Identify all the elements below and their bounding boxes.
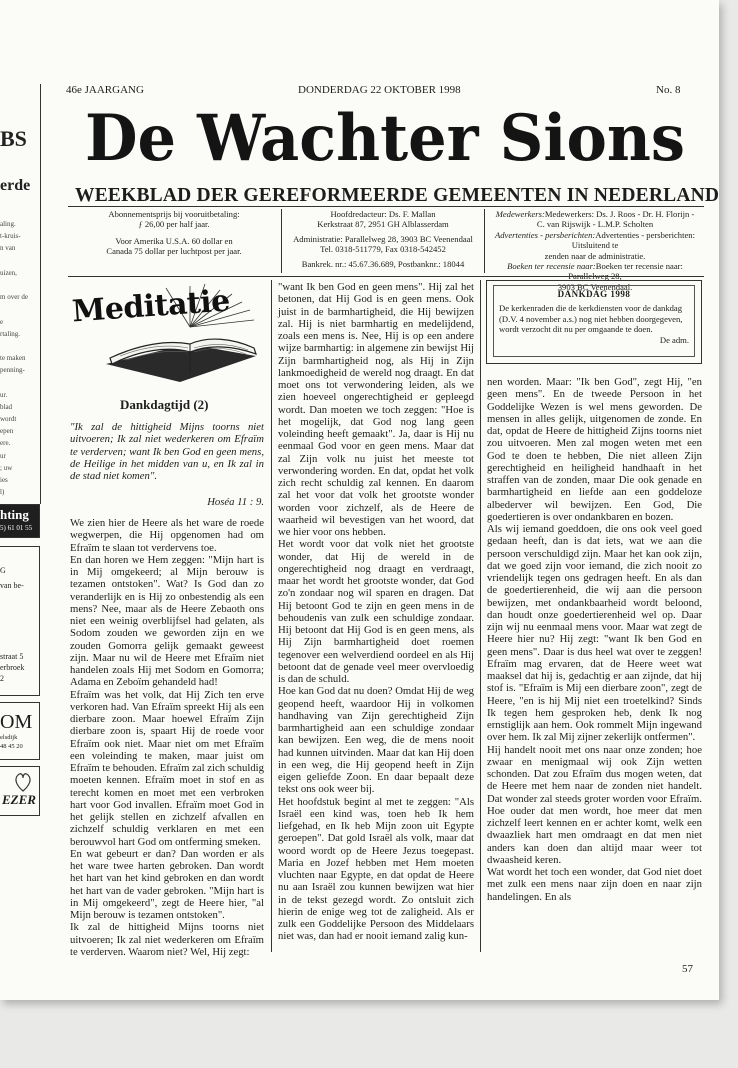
paragraph: nen worden. Maar: "Ik ben God", zegt Hij, "en geen mens". En de tweede Persoon in het Goddelijke Wezen is wel mens geworden. De mensen in alles gelijk, uitgenomen de zonde. En dat, opdat de Heere de hittigheid Zijns toorns niet zou uitvoeren. Men zal mogen weten met een God te doen te hebben, Die niet alleen Zijn gerechtigheid en heiligheid handhaaft in het straffen van de zonden, maar Die ook genade en barmhartigheid en liefde aan een goddeloze albederver wil bewijzen. Een God, Die goedertieren is over ondankbaren en bozen. [487,376,702,523]
editorial-line: Bankrek. nr.: 45.67.36.689, Postbanknr.: 18044 [301,258,465,269]
prev-fragment [0,376,40,388]
prev-black-box [0,504,40,538]
info-rule [68,276,704,277]
paragraph: En wat gebeurt er dan? Dan worden er als het ware twee harten gebroken. Dan wordt het hart van het kind gebroken en dan wordt het hart van de vader gebroken. "Mijn hart is in Mij omgekeerd", zegt de Heere hier, "al Mijn berouw is tezamen ontstoken". [70,847,264,921]
prev-fragment: n van [0,244,16,253]
prev-fragment: rtaling. [0,329,21,338]
prev-fragment [0,340,40,352]
prev-fragment: te maken [0,354,26,363]
paragraph: "want Ik ben God en geen mens". Hij zal het betonen, dat Hij God is en geen mens. Ook juist in de barmhartigheid, die Hij bewijzen zal. Hij is niet barmhartig en medelijdend, zoals een mens is. Nee, Hij is op een andere wijze barmhartig: in algemene zin bewijst Hij Zijn barmhartigheid nog, als Hij in Zijn lankmoedigheid de wereld nog draagt. En dat moet ons tot verwondering leiden, als we zien hoeveel ongerechtigheid er gepleegd wordt. Dan moeten we toch zeggen: "Hoe is het mogelijk, dat God nog lang geen voleinding heeft gemaakt". Ja, daar is Hij nu eenmaal God voor en geen mens. Maar dat zal Zijn volk nu juist het meeste tot verwondering worden. En dat, opdat het volk zich recht schuldig zal kennen. En daarom zal het voor dat volk het grootste wonder worden voor zichzelf, als de Heere de waarheid wil bevestigen van het woord, dat we hier voor ons hebben. [278,281,474,538]
masthead-text: De Wachter Sions [85,101,685,176]
editorial-info [284,209,482,274]
prev-fragments [0,218,40,498]
prev-box-4 [0,766,40,816]
prev-box3-title: OM [0,711,33,733]
staff-line: Boeken ter recensie naar:Boeken ter recensie naar: [507,261,683,272]
staff-line: C. van Rijswijk - L.M.P. Scholten [536,219,654,230]
prev-fragment: wordt [0,415,17,423]
prev-fragment: epen [0,427,14,436]
subscription-line: ƒ 26,00 per half jaar. [138,219,210,230]
prev-box4-text: EZER [2,792,36,807]
prev-box2-addr-2: erbroek [0,663,25,672]
prev-fragment: m over de [0,293,28,302]
dankdag-text: De kerkenraden die de kerkdiensten voor de dankdag (D.V. 4 november a.s.) nog niet hebben doorgegeven, wordt verzocht dit nu per omgaande te doen. [499,303,683,335]
prev-fragment: uizen, [0,268,17,277]
paragraph: We zien hier de Heere als het ware de roede wegwerpen, die Hij opgenomen had om Efraïm te slaan tot verdervens toe. [70,517,264,554]
subscription-line: Canada 75 dollar per luchtpost per jaar. [106,246,242,257]
text-column-1 [70,517,264,958]
paragraph: Ik zal de hittigheid Mijns toorns niet uitvoeren; Ik zal niet wederkeren om Efraïm te verderven. Waarom niet? Wel, Hij zegt: [70,921,264,958]
paragraph: Het wordt voor dat volk niet het grootste wonder, dat Hij de wereld in de ongerechtigheid nog draagt en verdraagt, maar het wordt het grootste wonder, dat God zo'n zondaar nog wil sparen en dragen. Dat Hij betoont God te zijn en geen mens in de behoudenis van zulk een schuldige zondaar. Hij betoont dat Hij God is en geen mens, als Hij Zijn barmhartigheid doet roemen tegenover een welverdiend oordeel en als Hij betoont dat de genade veel meer overvloedig is dan de schuld. [278,538,474,685]
staff-line: 3903 BC Veenendaal. [557,281,633,292]
editorial-line: Kerkstraat 87, 2951 GH Alblasserdam [317,219,449,230]
prev-box3-line-1: elsdijk [0,734,18,741]
issue-date: DONDERDAG 22 OKTOBER 1998 [298,84,461,96]
meditatie-title: Dankdagtijd (2) [120,397,209,412]
staff-line: Medewerkers:Medewerkers: Ds. J. Roos - Dr. H. Florijn - [495,209,695,219]
subscription-line: Abonnementsprijs bij vooruitbetaling: [108,209,240,219]
prev-heading-2: erde [0,177,31,194]
prev-fragment: ur. [0,390,8,399]
column-divider [271,280,272,952]
issue-number: No. 8 [656,84,681,96]
meditatie-quote: "Ik zal de hittigheid Mijns toorns niet uitvoeren; Ik zal niet wederkeren om Efraïm te verderven; want Ik ben God en geen mens, de Heilige in het midden van u, en Ik zal in de stad niet komen". [70,421,264,482]
prev-box2-addr-3: 2 [0,674,4,683]
dankdag-signature: De adm. [659,334,689,345]
prev-box2-letter: G [0,566,6,575]
paragraph: Het hoofdstuk begint al met te zeggen: "Als Israël een kind was, toen heb Ik hem liefgehad, en Ik heb Mijn zoon uit Egypte geroepen". Dat gold Israël als volk, maar dat woord wordt op de Heere Jezus toegepast. Maria en Jozef hebben met Hem moeten vluchten naar Egypte, en dat opdat de Heere nu aan Israël zou kunnen bewijzen wat hier in de tekst gezegd wordt. Zo ontsluit zich hierin de enige weg tot de zaligheid. Als er zulk een Goddelijke Persoon des Middelaars niet was, dan had er nooit iemand zalig kun- [278,795,474,943]
editorial-line: Administratie: Parallelweg 28, 3903 BC Veenendaal [293,233,473,244]
paragraph: Hoe kan God dat nu doen? Omdat Hij de weg geopend heeft, waardoor Hij in volkomen handhaving van Zijn gerechtigheid Zijn barmhartigheid aan een schuldige zondaar kan bewijzen. Een weg, die de mens nooit had kunnen uitvinden. Maar dat kan Hij doen in een weg, die Hij geopend heeft in Zijn eigen geliefde Zoon. En daar bepaalt deze tekst ons ook weer bij. [278,685,474,796]
prev-fragment [0,255,40,267]
prev-box-2 [0,546,40,696]
prev-fragment: penning- [0,366,25,375]
prev-fragment: ere. [0,439,11,448]
prev-fragment: ur [0,451,6,460]
text-column-2 [278,281,474,943]
flower-logo-icon [8,771,38,793]
meditatie-heading: Meditatie [70,283,231,330]
prev-fragment [0,279,40,291]
info-divider [484,209,485,273]
page-number: 57 [682,963,693,975]
prev-fragment: t-kruis- [0,232,21,241]
prev-heading-1: BS [0,126,27,151]
prev-fragment: blad [0,402,13,411]
prev-fragment: ies [0,475,8,484]
prev-fragment: l) [0,488,5,497]
newspaper-subtitle: WEEKBLAD DER GEREFORMEERDE GEMEENTEN IN NEDERLAND [75,185,719,206]
prev-fragment: aling. [0,220,16,228]
text-column-3 [487,376,702,903]
prev-fragment: e [0,317,4,326]
prev-box3-line-2: 48 45 20 [0,743,23,750]
editorial-line: Hoofdredacteur: Ds. F. Mallan [330,209,436,219]
subtitle-rule [68,206,704,207]
paragraph: Efraïm was het volk, dat Hij Zich ten erve verkoren had. Van Efraïm spreekt Hij als een dierbare zoon. Maar hoewel Efraïm Zijn dierbare zoon is, spaart Hij de roede voor Efraïm ook niet. Maar niet om met Efraïm een voleinding te maken, maar juist om Efraïm te behouden. Efraïm zal zich schuldig moeten kennen. Efraïm moet in stof en as terecht komen en moet met een verbroken hart voor God invallen. Efraïm moet God in het gelijk stellen en zichzelf afvallen en zichzelf schuldig verklaren en met een berouwvol hart God om ontferming smeken. [70,688,264,848]
masthead-title [80,98,690,182]
staff-line: Advertenties - persberichten:Advertenties - persberichten: Uitsluitend te [495,229,695,251]
paragraph: Hij handelt nooit met ons naar onze zonden; hoe zwaar en menigmaal wij ook Zijn wetten schonden. Dat zou Efraïm dus mogen weten, dat de Heere met hem naar de zonden niet handelt. Dat wonder zal steeds groter worden voor Efraïm. Hoe ouder dat men wordt, hoe meer dat men zichzelf leert kennen en er achter komt, welk een dwaazliek hart men omdraagt en dat men niet anders kan doen dan altijd maar weer tot dwaasheid keren. [487,743,702,866]
paragraph: En dan horen we Hem zeggen: "Mijn hart is in Mij omgekeerd; al Mijn berouw is tezamen ontstoken". Wat? Is God dan zo veranderlijk en is Hij zo onbestendig als een mens? Nee, maar als de Heere Zebaoth ons niet een weinig overblijfsel had gelaten, als Sodom zouden we geworden zijn en we zouden Gomorra gelijk gemaakt geweest zijn. Maar nu wil de Heere met Efraïm niet handelen zoals Hij met Sodom en Gomorra; Adama en Zeboïm gehandeld had! [70,553,264,689]
meditatie-reference: Hoséa 11 : 9. [207,496,264,508]
prev-box-title: hting [0,507,29,522]
paragraph: Wat wordt het toch een wonder, dat God niet doet met zulk een mens naar zijn doen en naar zijn handelingen. En als [487,866,702,903]
staff-info [487,209,703,292]
prev-box-3 [0,702,40,760]
meditatie-illustration [70,282,266,390]
prev-box2-addr-1: straat 5 [0,652,24,661]
column-divider [480,280,481,952]
prev-box2-text: van be- [0,581,24,590]
dankdag-title: DANKDAG 1998 [557,289,631,299]
staff-line: zenden naar de administratie. [544,250,646,261]
paragraph: Als wij iemand goeddoen, die ons ook veel goed gedaan heeft, dan is dat iets, wat we aan die persoon verschuldigd zijn. Maar het kan ook zijn, dat we goed zijn voor iemand, die zich nooit zo vriendelijk tegen ons gedragen heeft. En als dan de goedertierenheid, die wij aan die persoon bewijzen, met ondankbaarheid wordt beloond, dan houdt onze goedertierenheid wel op. Daar zijn wij nu eenmaal mens voor. Maar wat zegt de Heere hier nu? Hij zegt: "want Ik ben God en geen mens". Daar is dus heel wat over te zeggen! Efraïm mag ervaren, dat de Heere weet wat maaksel dat hij is, gedachtig er aan zijnde, dat hij stof is. "Efraïm is Mij een dierbare zoon", zegt de Heere, "en is hij Mij niet een troetelkind? Sinds Ik tegen hem gesproken heb, denk Ik nog ernstiglijk aan hem. Ook rommelt Mijn ingewand over hem. Ik zal Mij zijner zekerlijk ontfermen". [487,523,702,744]
info-divider [281,209,282,273]
subscription-info [68,209,280,274]
previous-page-column [0,84,41,504]
volume-label: 46e JAARGANG [66,84,144,96]
prev-box-phone: 5) 61 01 55 [0,524,33,532]
dankdag-notice [486,280,702,364]
editorial-line: Tel. 0318-511779, Fax 0318-542452 [320,244,446,255]
prev-fragment: ; uw [0,463,13,472]
prev-fragment [0,303,40,315]
subscription-line: Voor Amerika U.S.A. 60 dollar en [115,235,233,246]
